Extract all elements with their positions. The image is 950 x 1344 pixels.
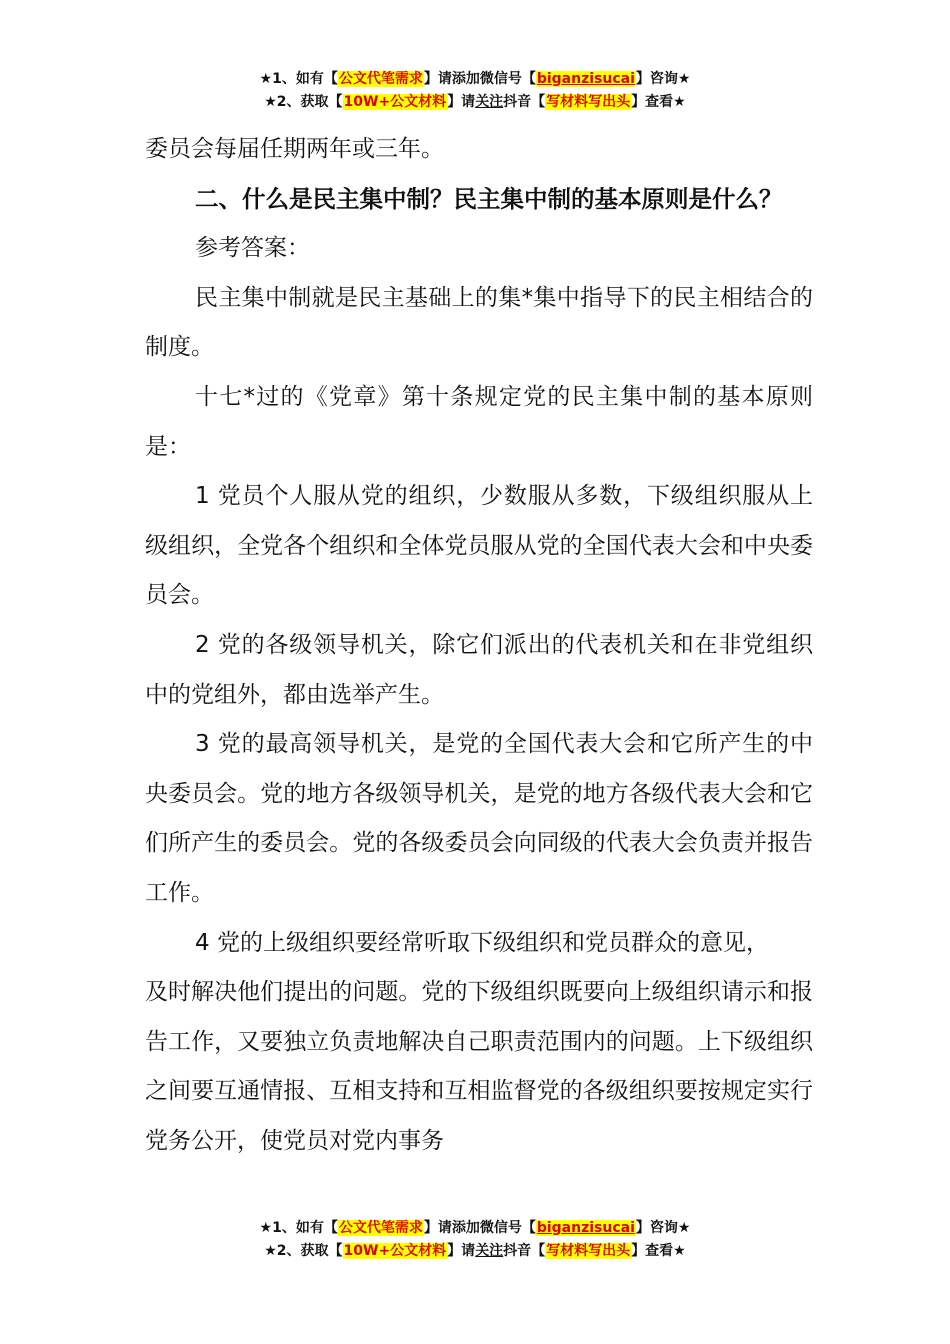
footer-banner	[0, 1217, 950, 1263]
banner-text: ★2、获取【	[264, 1243, 343, 1259]
banner-text: 】咨询★	[635, 1220, 691, 1236]
banner-line-2	[0, 1240, 950, 1263]
banner-line-2	[0, 91, 950, 114]
section-heading: 二、什么是民主集中制？民主集中制的基本原则是什么？	[195, 184, 783, 213]
banner-highlight: 公文代笔需求	[338, 71, 423, 87]
list-item-4-continuation: 及时解决他们提出的问题。党的下级组织既要向上级组织请示和报告工作，又要独立负责地解决自己职责范围内的问题。上下级组织之间要互通情报、互相支持和互相监督党的各级组织要按规定实行党务公开，使党员对党内事务	[145, 979, 813, 1154]
answer-label: 参考答案：	[195, 235, 310, 262]
wechat-id-link[interactable]: biganzisucai	[536, 71, 635, 87]
list-item-1: 1 党员个人服从党的组织，少数服从多数，下级组织服从上级组织，全党各个组织和全体党员服从党的全国代表大会和中央委员会。	[145, 483, 813, 609]
banner-highlight: 写材料写出头	[546, 94, 631, 110]
paragraph: 十七*过的《党章》第十条规定党的民主集中制的基本原则是：	[145, 383, 813, 460]
list-item-2: 2 党的各级领导机关，除它们派出的代表机关和在非党组织中的党组外，都由选举产生。	[145, 631, 813, 708]
wechat-id-link[interactable]: biganzisucai	[536, 1220, 635, 1236]
banner-text: 】查看★	[631, 94, 686, 110]
banner-text: 】咨询★	[635, 71, 691, 87]
banner-text: 】请添加微信号【	[423, 71, 536, 87]
banner-highlight: 写材料写出头	[546, 1243, 631, 1259]
banner-text: ★1、如有【	[259, 71, 338, 87]
banner-text: 】请	[447, 1243, 476, 1259]
header-banner	[0, 68, 950, 114]
banner-text: 】查看★	[631, 1243, 686, 1259]
list-item-3: 3 党的最高领导机关，是党的全国代表大会和它所产生的中央委员会。党的地方各级领导机关，是党的地方各级代表大会和它们所产生的委员会。党的各级委员会向同级的代表大会负责并报告工作。	[145, 731, 813, 906]
follow-link[interactable]: 关注	[475, 94, 504, 110]
banner-line-1	[0, 68, 950, 91]
paragraph-continuation: 委员会每届任期两年或三年。	[145, 136, 444, 162]
follow-link[interactable]: 关注	[475, 1243, 504, 1259]
list-item-4-first-line: 4 党的上级组织要经常听取下级组织和党员群众的意见，	[195, 929, 769, 956]
banner-text: ★2、获取【	[264, 94, 343, 110]
paragraph: 民主集中制就是民主基础上的集*集中指导下的民主相结合的制度。	[145, 284, 813, 361]
banner-text: ★1、如有【	[259, 1220, 338, 1236]
banner-line-1	[0, 1217, 950, 1240]
banner-text: 抖音【	[503, 1243, 546, 1259]
document-body	[145, 125, 813, 1166]
banner-highlight: 10W+公文材料	[343, 94, 447, 110]
banner-text: 抖音【	[503, 94, 546, 110]
banner-text: 】请添加微信号【	[423, 1220, 536, 1236]
banner-highlight: 10W+公文材料	[343, 1243, 447, 1259]
banner-text: 】请	[447, 94, 476, 110]
banner-highlight: 公文代笔需求	[338, 1220, 423, 1236]
